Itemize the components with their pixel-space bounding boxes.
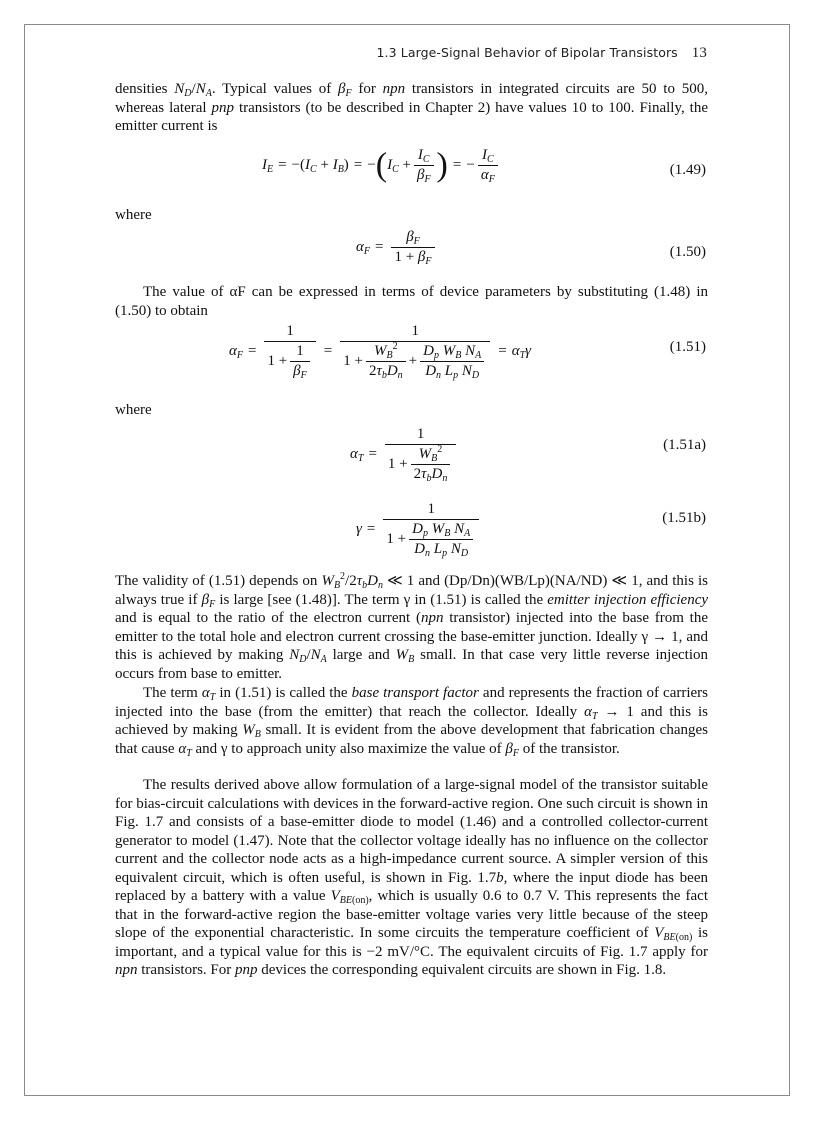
where-label-2: where [115,402,152,418]
equation-number-1-51a: (1.51a) [663,437,706,453]
running-title: 1.3 Large-Signal Behavior of Bipolar Transistors [376,45,678,60]
equation-1-51b: γ = 1 1 + $\frac{D_p W_B N_A}{D_n L_p N_D}$ [356,500,482,559]
paragraph-5: The results derived above allow formulation of a large-signal model of the transistor suitable for bias-circuit calculations with devices in the forward-active region. One such circuit is shown in Fig. 1.7 and consists of a base-emitter diode to model (1.46) and a controlled collector-current generator to model (1.47). Note that the collector voltage ideally has no influence on the collector current and the collector node acts as a high-impedance current source. A simpler version of this equivalent circuit, which is often useful, is shown in Fig. 1.7b, where the input diode has been replaced by a battery with a value $V_{BE(on)}$, which is usually 0.6 to 0.7 V. This represents the fact that in the forward-active region the base-emitter voltage varies very little because of the steep slope of the exponential characteristic. In some circuits the temperature coefficient of $V_{BE(on)}$ is important, and a typical value for this is −2 mV/°C. The equivalent circuits of Fig. 1.7 apply for npn transistors. For pnp devices the corresponding equivalent circuits are shown in Fig. 1.8. [115,777,709,978]
paragraph-2: The value of αF can be expressed in terms of device parameters by substituting (1.48) in (1.50) to obtain [115,284,708,319]
paragraph-3: The validity of (1.51) depends on $W_B^2/2\tau_bD_n$ ≪ 1 and (Dp/Dn)(WB/Lp)(NA/ND) ≪ 1, and this is always true if $\beta_F$ is large [see (1.48)]. The term γ in (1.51) is called the emitter injection efficiency and is equal to the ratio of the electron current (npn transistor) injected into the base from the emitter to the total hole and electron current crossing the base-emitter junction. Ideally γ → 1, and this is achieved by making $N_D/N_A$ large and $W_B$ small. In that case very little reverse injection occurs from base to emitter. [115,571,709,682]
equation-1-50: $\alpha_F$ = $\frac{\beta_F}{1 + \beta_F}$ [356,228,438,267]
equation-number-1-51b: (1.51b) [662,510,706,526]
page-number: 13 [691,45,707,61]
paragraph-1: densities $N_D/N_A$. Typical values of $\beta_F$ for npn transistors in integrated circuits are 50 to 500, whereas lateral pnp transistors (to be described in Chapter 2) have values 10 to 100. Finally, the emitter current is [115,81,708,134]
equation-number-1-49: (1.49) [669,162,706,178]
equation-number-1-51: (1.51) [669,339,706,355]
equation-1-51: $\alpha_F$ = 1 1 + $\frac{1}{\beta_F}$ = 1 1 + $\frac{W_B^2}{2\tau_bD_n}$ + $\frac{D_p W_B N_A}{D_n L_p N_D}$ = $\alpha_T\gamma$ [229,323,532,381]
where-label-1: where [115,207,152,223]
paragraph-4: The term $\alpha_T$ in (1.51) is called the base transport factor and represents the fraction of carriers injected into the base (from the emitter) that reach the collector. Ideally $\alpha_T \to 1$ and this is achieved by making $W_B$ small. It is evident from the above development that fabrication changes that cause $\alpha_T$ and γ to approach unity also maximize the value of $\beta_F$ of the transistor. [115,685,708,759]
running-header [377,45,708,62]
equation-1-51a: $\alpha_T$ = 1 1 + $\frac{W_B^2}{2\tau_bD_n}$ [350,425,459,484]
equation-number-1-50: (1.50) [669,244,706,260]
equation-1-49: $I_E = -(I_C + I_B) = -(I_C$ + $\frac{I_C}{\beta_F}$ ) = − $\frac{I_C}{\alpha_F}$ [262,146,501,185]
